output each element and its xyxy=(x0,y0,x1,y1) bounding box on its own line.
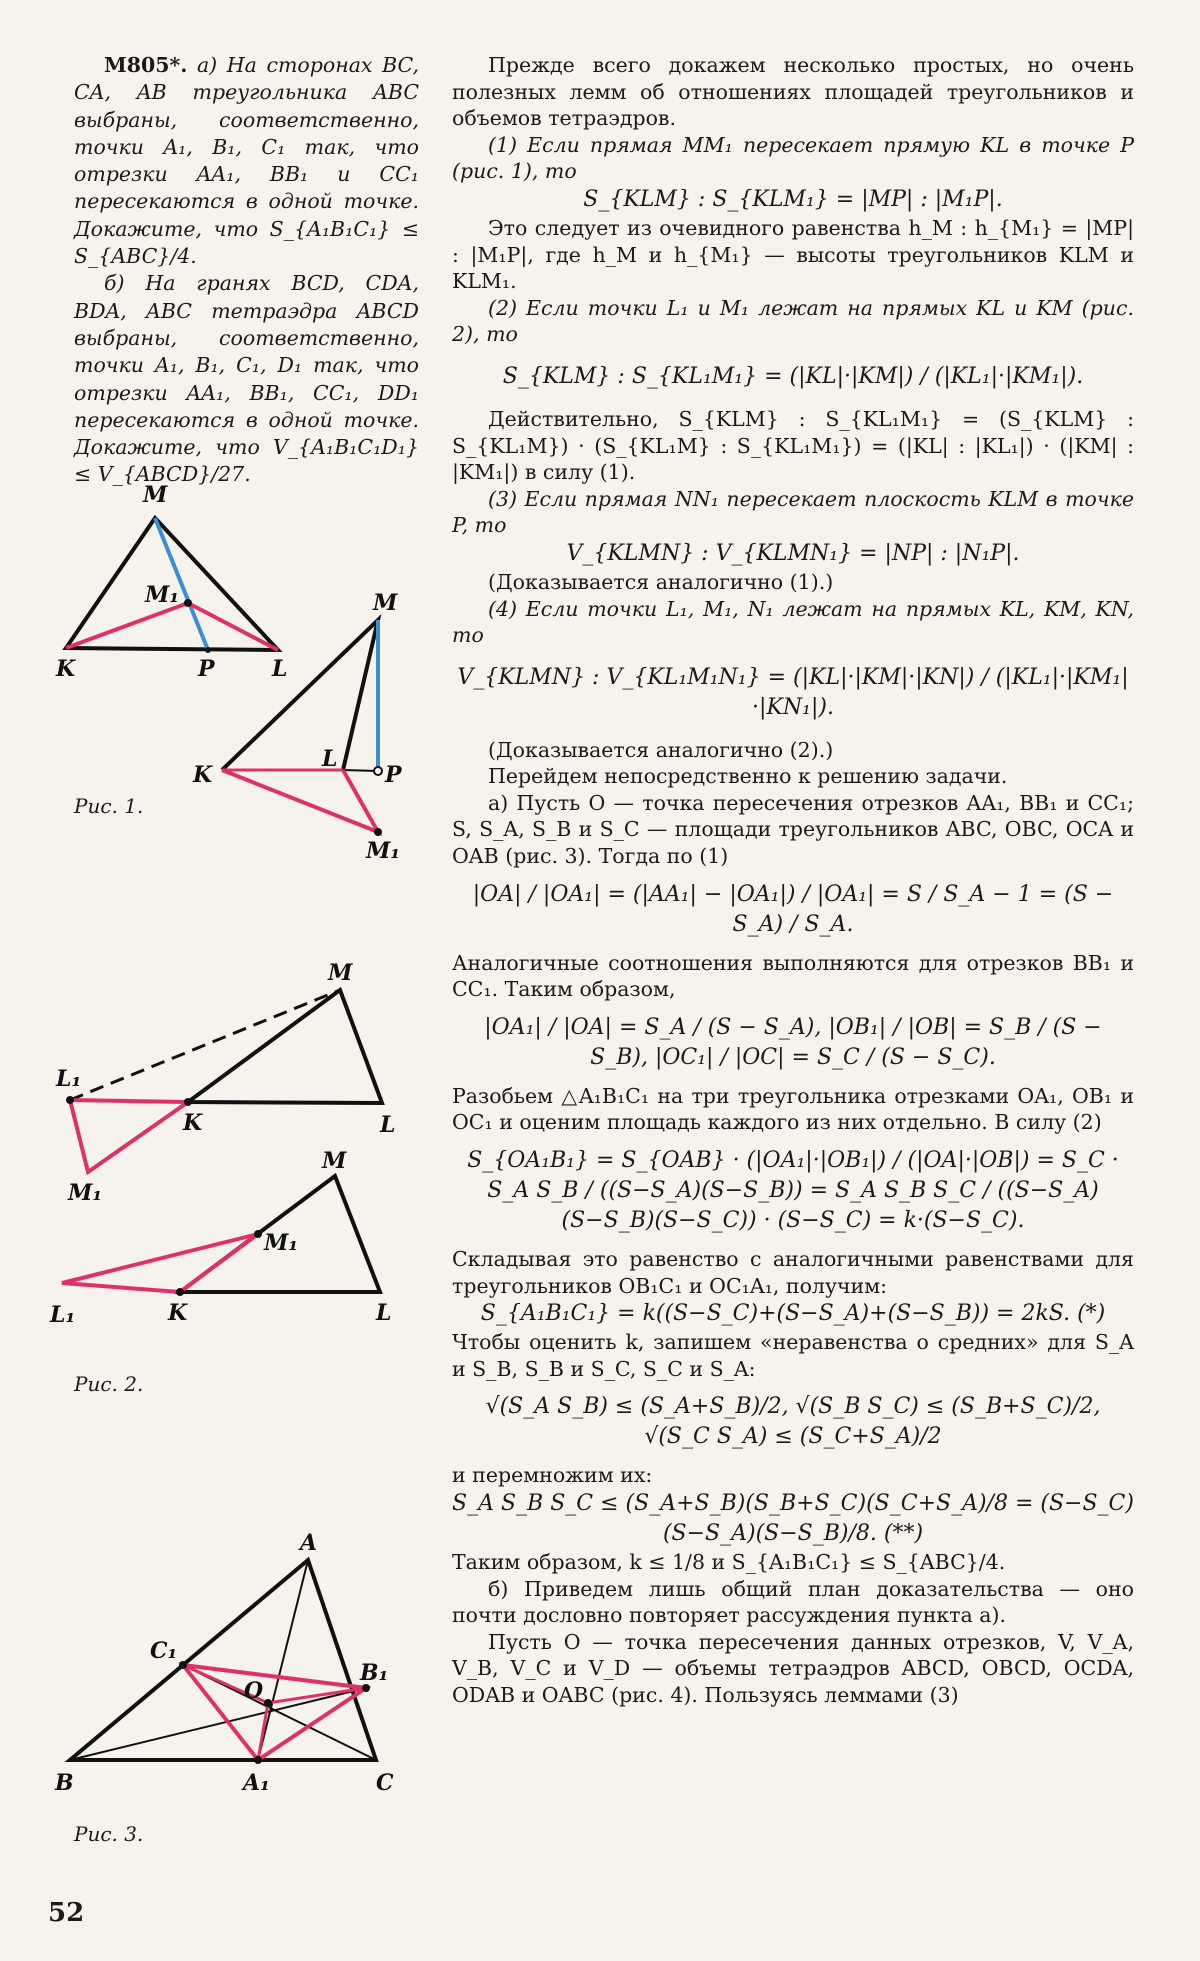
fig2-label-l1: L₁ xyxy=(56,1066,82,1092)
fig2-label-k: K xyxy=(183,1110,203,1136)
estimate-k: Чтобы оценить k, запишем «неравенства о средних» для S_A и S_B, S_B и S_C, S_C и S_A: xyxy=(452,1330,1134,1381)
fig1-label-k: K xyxy=(56,656,76,682)
fig2-pink-triangle xyxy=(70,1100,188,1172)
lemma-1: (1) Если прямая MM₁ пересекает прямую KL в точке P (рис. 1), то xyxy=(452,132,1134,184)
fig1-caption: Рис. 1. xyxy=(74,794,144,818)
fig1b-point-p xyxy=(374,767,382,775)
fig2-label-m1: M₁ xyxy=(68,1180,102,1206)
multiply: и перемножим их: xyxy=(452,1463,653,1488)
formula-3: V_{KLMN} : V_{KLMN₁} = |NP| : |N₁P|. xyxy=(566,540,1020,566)
page-number: 52 xyxy=(48,1898,85,1928)
fig3-point-o xyxy=(264,1699,272,1707)
figure-3 xyxy=(54,1530,394,1796)
fig3-label-c: C xyxy=(376,1770,394,1796)
fig1b-triangle xyxy=(222,620,378,770)
sum-equalities: Складывая это равенство с аналогичными равенствами для треугольников OB₁C₁ и OC₁A₁, получим: xyxy=(452,1247,1134,1298)
fig3-pink-oa1 xyxy=(258,1703,268,1760)
lemma-3-proof: (Доказывается аналогично (1).) xyxy=(488,569,834,594)
fig3-label-a: A xyxy=(300,1530,318,1556)
fig2-point-l1 xyxy=(66,1096,74,1104)
figure-2 xyxy=(49,960,395,1328)
fig2b-label-m1: M₁ xyxy=(264,1230,298,1256)
fig2b-point-k xyxy=(176,1288,184,1296)
fig3-label-b: B xyxy=(55,1770,74,1796)
fig1-point-m1 xyxy=(184,599,192,607)
fig1-label-l: L xyxy=(272,656,288,682)
fig2-label-m: M xyxy=(328,960,353,986)
part-b-plan: б) Приведем лишь общий план доказательства — оно почти дословно повторяет рассуждения пункта а). xyxy=(452,1576,1134,1628)
formula-1: S_{KLM} : S_{KLM₁} = |MP| : |M₁P|. xyxy=(583,186,1003,212)
fig1-pink-km1l xyxy=(66,603,278,650)
fig3-triangle-abc xyxy=(70,1560,376,1760)
formula-2: S_{KLM} : S_{KL₁M₁} = (|KL|·|KM|) / (|KL₁|·|KM₁|). xyxy=(502,363,1084,389)
fig2b-point-m1 xyxy=(254,1230,262,1238)
solution-intro: Прежде всего докажем несколько простых, но очень полезных лемм об отношениях площадей треугольников и объемов тетраэдров. xyxy=(452,53,1134,131)
fig3-label-o: O xyxy=(244,1678,264,1704)
lemma-2-proof: Действительно, S_{KLM} : S_{KL₁M₁} = (S_{KLM} : S_{KL₁M}) · (S_{KL₁M} : S_{KL₁M₁}) = (|KL| : |KL₁|) · (|KM| : |KM₁|) в силу (1). xyxy=(452,406,1134,485)
fig2b-label-l1: L₁ xyxy=(50,1302,76,1328)
formula-9: √(S_A S_B) ≤ (S_A+S_B)/2, √(S_B S_C) ≤ (S_B+S_C)/2, √(S_C S_A) ≤ (S_C+S_A)/2 xyxy=(485,1394,1101,1450)
problem-part-b: б) На гранях BCD, CDA, BDA, ABC тетраэдра ABCD выбраны, соответственно, точки A₁, B₁, C₁, D₁ так, что отрезки AA₁, BB₁, CC₁, DD₁ пересекаются в одной точке. Докажите, что V_{A₁B₁C₁D₁} ≤ V_{ABCD}/27. xyxy=(74,271,419,487)
fig3-label-a1: A₁ xyxy=(243,1770,270,1796)
fig2-caption: Рис. 2. xyxy=(74,1372,144,1396)
lemma-4-proof: (Доказывается аналогично (2).) xyxy=(488,737,834,762)
fig3-point-a1 xyxy=(254,1756,262,1764)
fig1-point-p xyxy=(205,647,211,653)
problem-part-a: M805*. а) На сторонах BC, CA, AB треугольника ABC выбраны, соответственно, точки A₁, B₁, C₁ так, что отрезки AA₁, BB₁ и CC₁ пересекаются в одной точке. Докажите, что S_{A₁B₁C₁} ≤ S_{ABC}/4. xyxy=(74,53,419,269)
fig1b-point-m1 xyxy=(374,828,382,836)
analogous-relations: Аналогичные соотношения выполняются для отрезков BB₁ и CC₁. Таким образом, xyxy=(452,950,1134,1002)
formula-8: S_{A₁B₁C₁} = k((S−S_C)+(S−S_A)+(S−S_B)) = 2kS. (*) xyxy=(480,1301,1106,1327)
fig1b-label-m: M xyxy=(373,590,398,616)
lemma-4: (4) Если точки L₁, M₁, N₁ лежат на прямых KL, KM, KN, то xyxy=(452,596,1134,648)
fig3-caption: Рис. 3. xyxy=(74,1822,144,1846)
lemma-3: (3) Если прямая NN₁ пересекает плоскость KLM в точке P, то xyxy=(452,486,1134,538)
solution-text xyxy=(452,52,1134,1709)
formula-5: |OA| / |OA₁| = (|AA₁| − |OA₁|) / |OA₁| = S / S_A − 1 = (S − S_A) / S_A. xyxy=(472,881,1114,937)
lemma-1-proof: Это следует из очевидного равенства h_M : h_{M₁} = |MP| : |M₁P|, где h_M и h_{M₁} — высоты треугольников KLM и KLM₁. xyxy=(452,215,1134,294)
lemma-2: (2) Если точки L₁ и M₁ лежат на прямых KL и KM (рис. 2), то xyxy=(452,295,1134,347)
fig3-label-b1: B₁ xyxy=(360,1660,389,1686)
fig2-point-k xyxy=(184,1098,192,1106)
fig1b-label-l: L xyxy=(322,746,338,772)
fig1b-label-m1: M₁ xyxy=(366,838,400,864)
fig2-triangle-klm xyxy=(188,990,382,1103)
fig1b-label-k: K xyxy=(193,762,213,788)
transition: Перейдем непосредственно к решению задачи. xyxy=(488,764,1008,789)
fig1b-pink-km1l xyxy=(222,770,378,832)
fig2b-label-k: K xyxy=(168,1300,188,1326)
fig3-point-c1 xyxy=(179,1661,187,1669)
part-a-setup: а) Пусть O — точка пересечения отрезков AA₁, BB₁ и CC₁; S, S_A, S_B и S_C — площади треугольников ABC, OBC, OCA и OAB (рис. 3). Тогда по (1) xyxy=(452,790,1134,869)
fig1-label-m1: M₁ xyxy=(145,582,179,608)
fig2b-label-l: L xyxy=(376,1300,392,1326)
fig1-label-p: P xyxy=(198,656,215,682)
fig3-label-c1: C₁ xyxy=(150,1638,178,1664)
fig2-dashed-l1m xyxy=(70,990,340,1100)
conclusion-a: Таким образом, k ≤ 1/8 и S_{A₁B₁C₁} ≤ S_{ABC}/4. xyxy=(452,1550,1006,1574)
fig1b-label-p: P xyxy=(385,762,402,788)
formula-6: |OA₁| / |OA| = S_A / (S − S_A), |OB₁| / |OB| = S_B / (S − S_B), |OC₁| / |OC| = S_C / (S − S_C). xyxy=(484,1014,1102,1070)
fig2b-pink-triangle xyxy=(62,1234,258,1292)
formula-10: S_A S_B S_C ≤ (S_A+S_B)(S_B+S_C)(S_C+S_A)/8 = (S−S_C)(S−S_A)(S−S_B)/8. (**) xyxy=(452,1491,1134,1546)
fig1-label-m: M xyxy=(143,482,168,508)
fig2b-label-m: M xyxy=(322,1148,347,1174)
split-triangle: Разобьем △A₁B₁C₁ на три треугольника отрезками OA₁, OB₁ и OC₁ и оценим площадь каждого из них отдельно. В силу (2) xyxy=(452,1083,1134,1135)
problem-number: M805*. xyxy=(104,53,188,77)
fig2-label-l: L xyxy=(380,1112,396,1138)
part-b-setup: Пусть O — точка пересечения данных отрезков, V, V_A, V_B, V_C и V_D — объемы тетраэдров ABCD, OBCD, OCDA, ODAB и OABC (рис. 4). Пользуясь леммами (3) xyxy=(452,1629,1134,1707)
formula-7: S_{OA₁B₁} = S_{OAB} · (|OA₁|·|OB₁|) / (|OA|·|OB|) = S_C · S_A S_B / ((S−S_A)(S−S_B)) = S_A S_B S_C / ((S−S_A)(S−S_B)(S−S_C)) · (S−S_C) = k·(S−S_C). xyxy=(467,1148,1119,1234)
fig1b-extension xyxy=(343,770,378,771)
figures xyxy=(0,0,450,1900)
formula-4: V_{KLMN} : V_{KL₁M₁N₁} = (|KL|·|KM|·|KN|) / (|KL₁|·|KM₁|·|KN₁|). xyxy=(457,664,1129,720)
